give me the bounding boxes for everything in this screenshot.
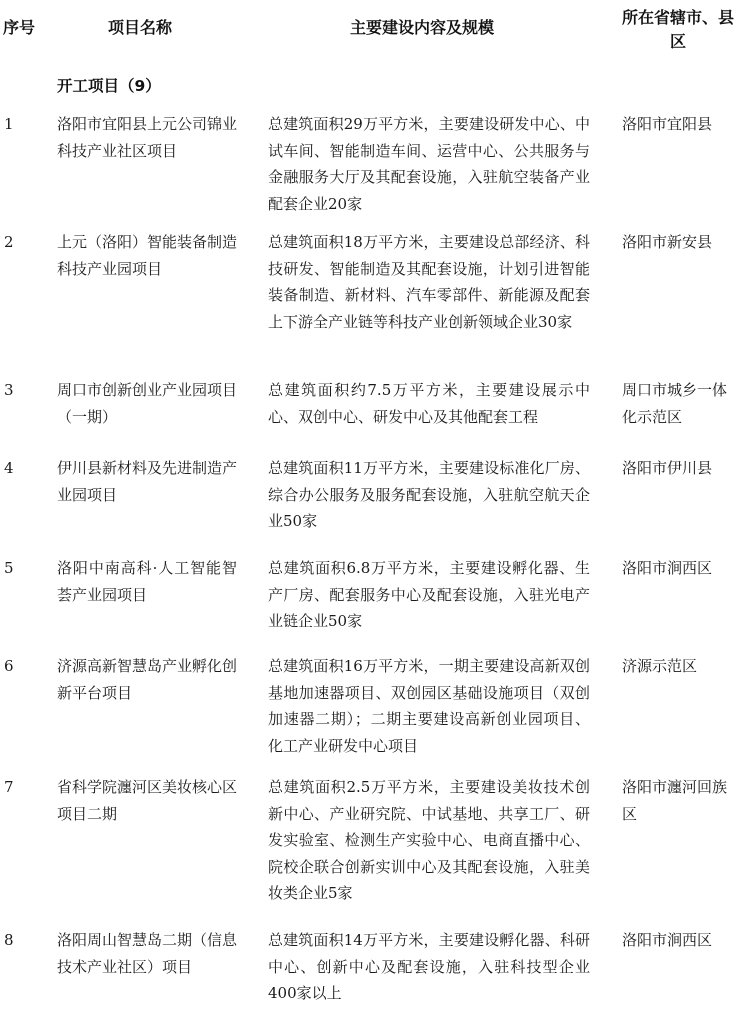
row-project-name: 洛阳中南高科·人工智能智荟产业园项目 (57, 559, 237, 604)
header-seq: 序号 (3, 18, 36, 37)
header-content: 主要建设内容及规模 (350, 18, 495, 37)
row-content: 总建筑面积约7.5万平方米，主要建设展示中心、双创中心、研发中心及其他配套工程 (268, 381, 590, 426)
row-seq: 1 (4, 115, 14, 133)
header-project-name: 项目名称 (108, 18, 173, 37)
row-location: 洛阳市伊川县 (622, 459, 713, 477)
row-location: 周口市城乡一体化示范区 (622, 381, 728, 426)
row-location: 洛阳市涧西区 (622, 559, 713, 577)
row-seq: 8 (4, 931, 14, 949)
section-title: 开工项目（9） (57, 77, 161, 95)
row-project-name: 洛阳市宜阳县上元公司锦业科技产业社区项目 (57, 115, 238, 160)
row-content: 总建筑面积2.5万平方米，主要建设美妆技术创新中心、产业研究院、中试基地、共享工厂、研发实验室、检测生产实验中心、电商直播中心、院校企联合创新实训中心及其配套设施，入驻美妆类企业5家 (268, 778, 590, 902)
row-project-name: 济源高新智慧岛产业孵化创新平台项目 (57, 657, 238, 702)
row-content: 总建筑面积11万平方米，主要建设标准化厂房、综合办公服务及服务配套设施，入驻航空航天企业50家 (268, 459, 590, 530)
row-project-name: 周口市创新创业产业园项目（一期） (57, 381, 238, 426)
row-seq: 2 (4, 233, 14, 251)
row-location: 洛阳市宜阳县 (622, 115, 713, 133)
row-content: 总建筑面积6.8万平方米，主要建设孵化器、生产厂房、配套服务中心及配套设施，入驻光电产业链企业50家 (268, 559, 590, 630)
row-seq: 5 (4, 559, 14, 577)
row-location: 济源示范区 (622, 657, 698, 675)
row-location: 洛阳市瀍河回族区 (622, 778, 728, 823)
row-project-name: 洛阳周山智慧岛二期（信息技术产业社区）项目 (57, 931, 238, 976)
row-seq: 6 (4, 657, 14, 675)
row-project-name: 省科学院瀍河区美妆核心区项目二期 (57, 778, 238, 823)
row-content: 总建筑面积29万平方米，主要建设研发中心、中试车间、智能制造车间、运营中心、公共服务与金融服务大厅及其配套设施，入驻航空装备产业配套企业20家 (268, 115, 590, 213)
row-location: 洛阳市涧西区 (622, 931, 713, 949)
row-seq: 4 (4, 459, 14, 477)
row-project-name: 上元（洛阳）智能装备制造科技产业园项目 (57, 233, 238, 278)
table-header (0, 0, 742, 58)
row-seq: 7 (4, 778, 14, 796)
row-project-name: 伊川县新材料及先进制造产业园项目 (57, 459, 238, 504)
row-content: 总建筑面积14万平方米，主要建设孵化器、科研中心、创新中心及配套设施，入驻科技型企业400家以上 (268, 931, 590, 1002)
row-content: 总建筑面积18万平方米，主要建设总部经济、科技研发、智能制造及其配套设施，计划引进智能装备制造、新材料、汽车零部件、新能源及配套上下游全产业链等科技产业创新领域企业30家 (268, 233, 590, 331)
row-seq: 3 (4, 381, 14, 399)
header-location: 所在省辖市、县区 (622, 8, 735, 51)
row-location: 洛阳市新安县 (622, 233, 713, 251)
row-content: 总建筑面积16万平方米，一期主要建设高新双创基地加速器项目、双创园区基础设施项目（双创加速器二期）；二期主要建设高新创业园项目、化工产业研发中心项目 (268, 657, 590, 755)
